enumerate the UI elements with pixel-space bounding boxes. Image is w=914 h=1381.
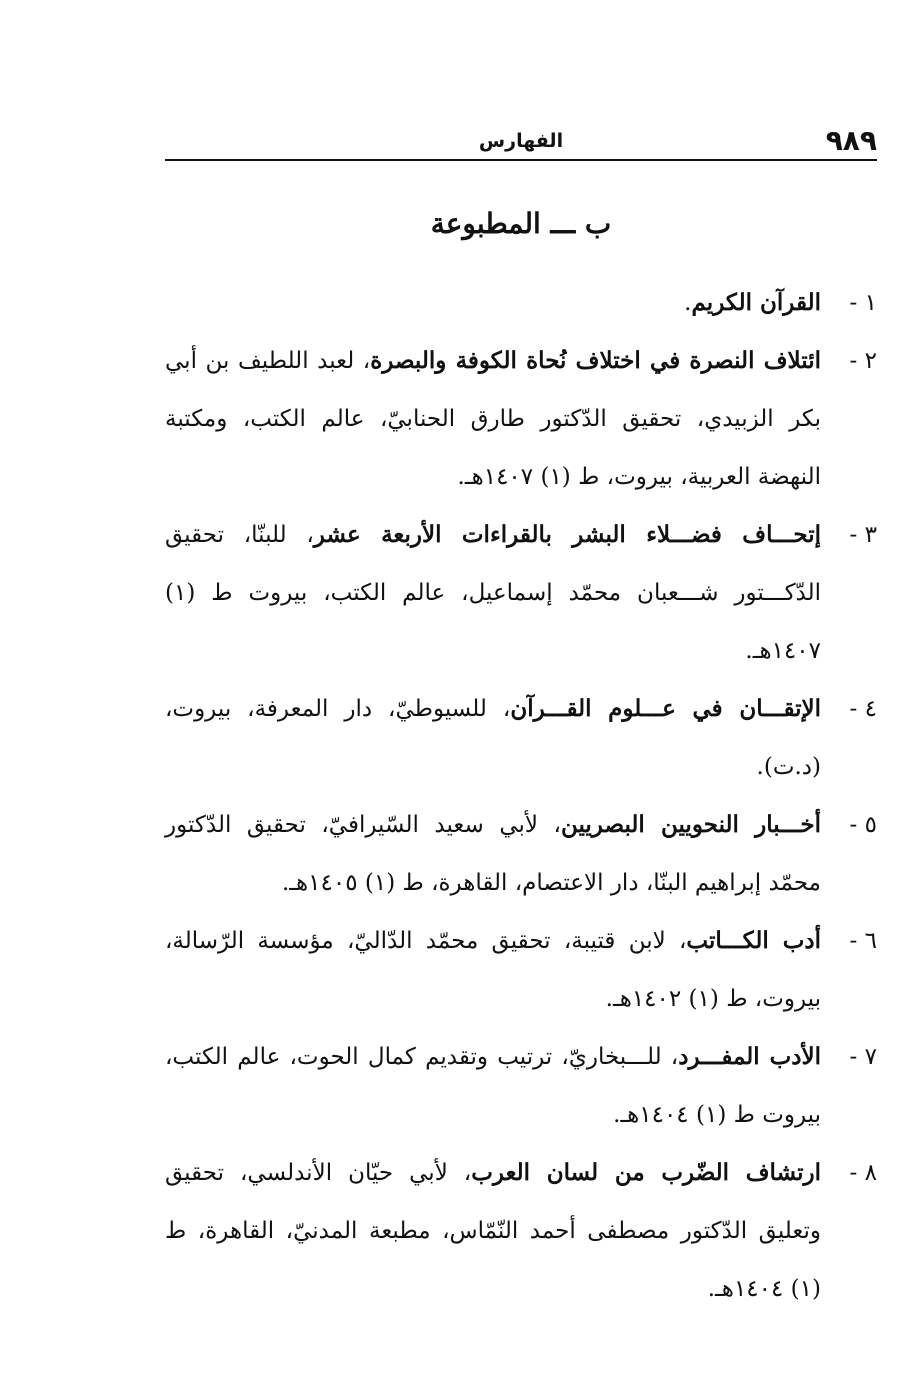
entry-title: ارتشاف الضّرب من لسان العرب — [471, 1159, 821, 1186]
entry-details: ، لأبي حيّان الأندلسي، تحقيق وتعليق الدّكتور مصطفى أحمد النّمّاس، مطبعة المدنيّ، القاهرة، ط (١) ١٤٠٤هـ. — [165, 1160, 821, 1302]
bibliography-entry — [165, 1028, 877, 1144]
entry-number: ٦ - — [849, 928, 877, 954]
entry-details: ، للـــبخاريّ، ترتيب وتقديم كمال الحوت، عالم الكتب، بيروت ط (١) ١٤٠٤هـ. — [165, 1044, 821, 1128]
entry-title: أخـــبار النحويين البصريين — [560, 811, 821, 838]
entry-number: ٤ - — [849, 696, 877, 722]
page-header — [165, 125, 877, 157]
bibliography-entry — [165, 912, 877, 1028]
entry-details: ، لابن قتيبة، تحقيق محمّد الدّاليّ، مؤسسة الرّسالة، بيروت، ط (١) ١٤٠٢هـ. — [165, 928, 821, 1012]
bibliography-entry — [165, 680, 877, 796]
entry-number: ١ - — [849, 290, 877, 316]
bibliography-entry — [165, 332, 877, 506]
bibliography-entry — [165, 274, 877, 332]
entry-title: الإتقـــان في عـــلوم القـــرآن — [510, 695, 821, 722]
entry-number: ٢ - — [849, 348, 877, 374]
entry-title: إتحـــاف فضـــلاء البشر بالقراءات الأربعة عشر — [313, 521, 821, 548]
bibliography-entry — [165, 796, 877, 912]
entry-number: ٥ - — [849, 812, 877, 838]
entry-details: . — [684, 290, 692, 316]
entry-details: ، للبنّا، تحقيق الدّكـــتور شـــعبان محمّد إسماعيل، عالم الكتب، بيروت ط (١) ١٤٠٧هـ. — [165, 522, 821, 664]
page-number: ٩٨٩ — [825, 124, 877, 157]
entry-details: ، للسيوطيّ، دار المعرفة، بيروت، (د.ت). — [165, 696, 821, 780]
entry-title: أدب الكـــاتب — [686, 927, 821, 954]
entry-number: ٧ - — [849, 1044, 877, 1070]
entry-details: ، لعبد اللطيف بن أبي بكر الزبيدي، تحقيق الدّكتور طارق الحنابيّ، عالم الكتب، ومكتبة النهضة العربية، بيروت، ط (١) ١٤٠٧هـ. — [165, 348, 821, 490]
entry-title: القرآن الكريم — [691, 289, 821, 316]
entry-number: ٨ - — [849, 1160, 877, 1186]
entry-details: ، لأبي سعيد السّيرافيّ، تحقيق الدّكتور محمّد إبراهيم البنّا، دار الاعتصام، القاهرة، ط (١) ١٤٠٥هـ. — [165, 812, 821, 896]
bibliography-entry — [165, 1144, 877, 1318]
section-title: ب ـــ المطبوعة — [430, 207, 612, 240]
bibliography-entry — [165, 506, 877, 680]
entry-number: ٣ - — [849, 522, 877, 548]
entry-title: الأدب المفـــرد — [678, 1043, 821, 1070]
bibliography-list — [165, 274, 877, 1324]
entry-title: ائتلاف النصرة في اختلاف نُحاة الكوفة والبصرة — [370, 347, 821, 374]
running-title: الفهارس — [478, 130, 564, 152]
header-rule — [165, 159, 877, 161]
